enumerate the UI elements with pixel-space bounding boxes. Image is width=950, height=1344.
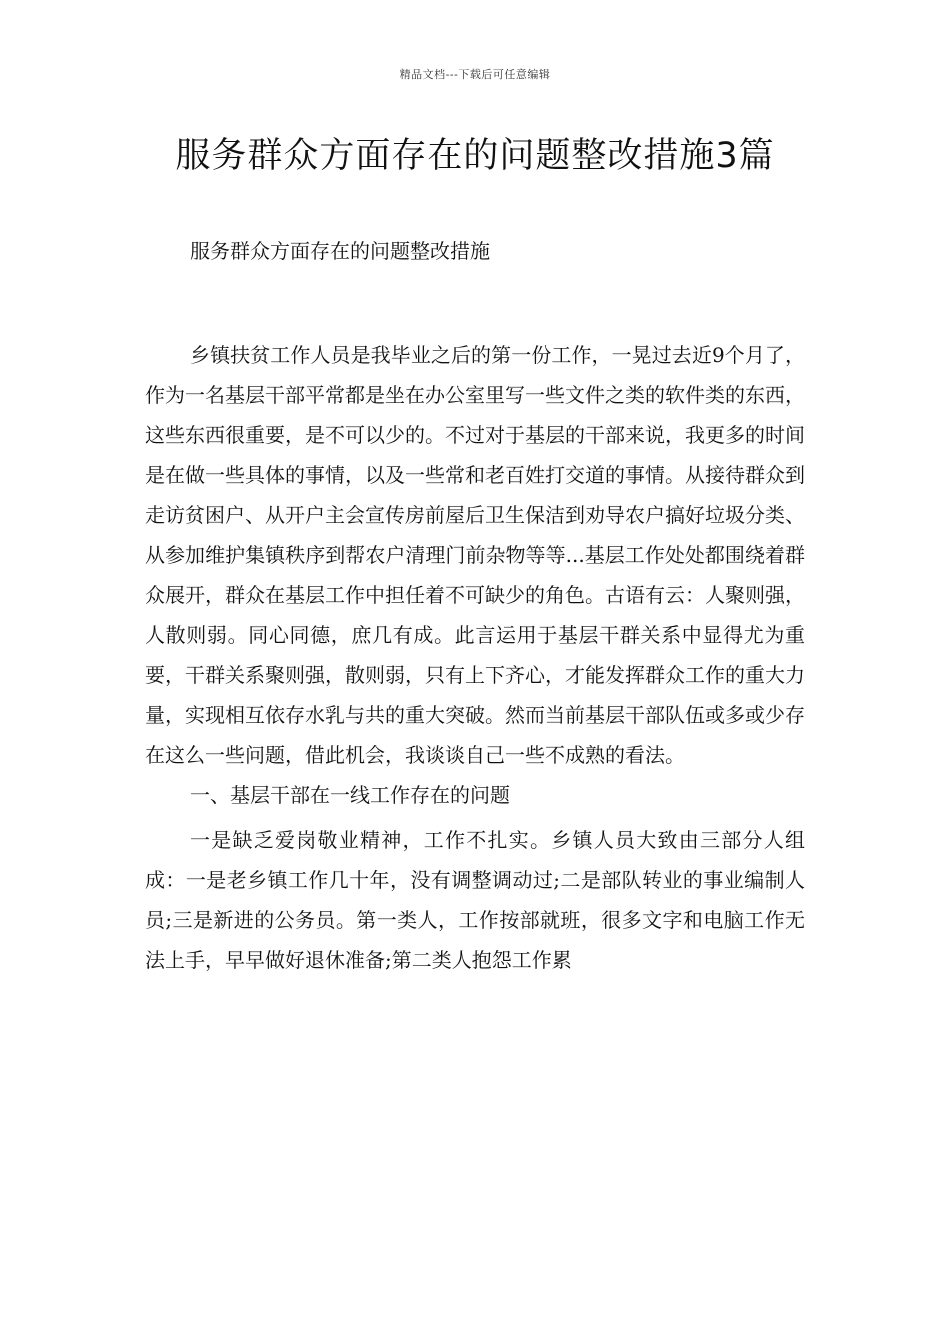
document-body — [145, 335, 805, 980]
section-heading: 一、基层干部在一线工作存在的问题 — [190, 783, 510, 807]
document-subtitle: 服务群众方面存在的问题整改措施 — [190, 239, 490, 263]
paragraph-point-one: 一是缺乏爱岗敬业精神，工作不扎实。乡镇人员大致由三部分人组成：一是老乡镇工作几十年，没有调整调动过;二是部队转业的事业编制人员;三是新进的公务员。第一类人，工作按部就班，很多文字和电脑工作无法上手，早早做好退休准备;第二类人抱怨工作累 — [145, 828, 805, 972]
document-title: 服务群众方面存在的问题整改措施3篇 — [175, 136, 775, 176]
header-note: 精品文档---下载后可任意编辑 — [399, 68, 551, 81]
paragraph-intro: 乡镇扶贫工作人员是我毕业之后的第一份工作，一晃过去近9个月了，作为一名基层干部平常都是坐在办公室里写一些文件之类的软件类的东西，这些东西很重要，是不可以少的。不过对于基层的干部来说，我更多的时间是在做一些具体的事情，以及一些常和老百姓打交道的事情。从接待群众到走访贫困户、从开户主会宣传房前屋后卫生保洁到劝导农户搞好垃圾分类、从参加维护集镇秩序到帮农户清理门前杂物等等...基层工作处处都围绕着群众展开，群众在基层工作中担任着不可缺少的角色。古语有云：人聚则强，人散则弱。同心同德，庶几有成。此言运用于基层干群关系中显得尤为重要，干群关系聚则强，散则弱，只有上下齐心，才能发挥群众工作的重大力量，实现相互依存水乳与共的重大突破。然而当前基层干部队伍或多或少存在这么一些问题，借此机会，我谈谈自己一些不成熟的看法。 — [145, 343, 805, 767]
